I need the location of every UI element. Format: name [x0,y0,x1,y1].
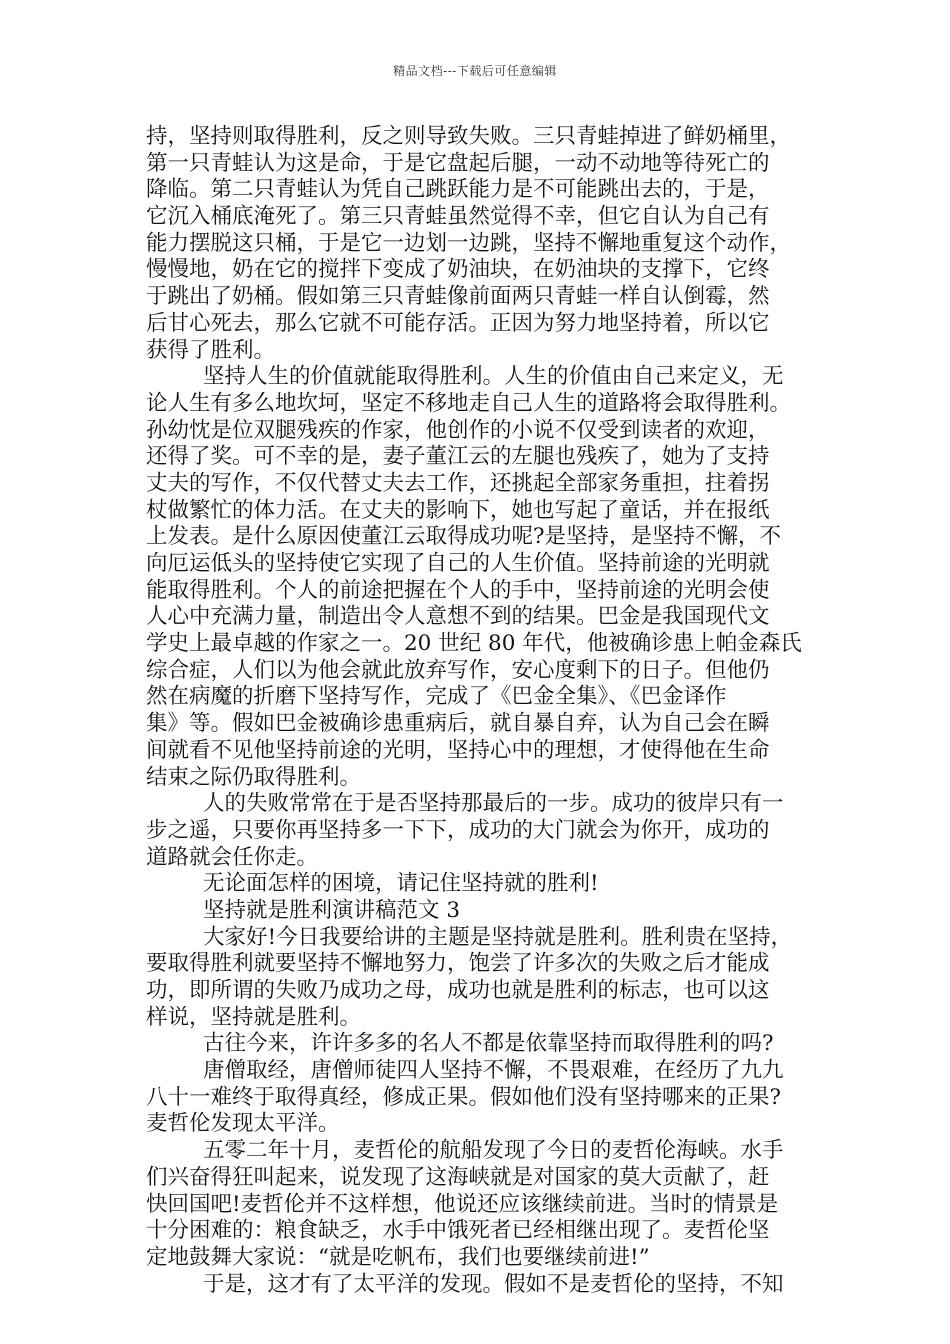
text-line: 功，即所谓的失败乃成功之母，成功也就是胜利的标志，也可以这 [146,978,770,1003]
text-line: 无论面怎样的困境，请记住坚持就的胜利! [203,871,599,897]
text-line: 向厄运低头的坚持使它实现了自己的人生价值。坚持前途的光明就 [146,551,770,576]
text-line: 们兴奋得狂叫起来，说发现了这海峡就是对国家的莫大贡献了，赶 [146,1164,770,1190]
text-line: 五零二年十月，麦哲伦的航船发现了今日的麦哲伦海峡。水手 [203,1138,784,1164]
text-line: 结束之际仍取得胜利。 [146,764,362,790]
text-line: 人的失败常常在于是否坚持那最后的一步。成功的彼岸只有一 [203,791,784,817]
text-line: 杖做繁忙的体力活。在丈夫的影响下，她也写起了童话，并在报纸 [146,497,770,523]
text-line: 慢慢地，奶在它的搅拌下变成了奶油块，在奶油块的支撑下，它终 [146,257,770,283]
text-line: 坚持人生的价值就能取得胜利。人生的价值由自己来定义，无 [203,364,784,390]
text-line: 步之遥，只要你再坚持多一下下，成功的大门就会为你开，成功的 [146,817,770,843]
text-line: 还得了奖。可不幸的是，妻子董江云的左腿也残疾了，她为了支持 [146,444,770,470]
text-line: 于跳出了奶桶。假如第三只青蛙像前面两只青蛙一样自认倒霉，然 [146,284,770,310]
text-line: 样说，坚持就是胜利。 [146,1004,362,1030]
text-line: 八十一难终于取得真经，修成正果。假如他们没有坚持哪来的正果? [146,1084,782,1110]
text-line: 持，坚持则取得胜利，反之则导致失败。三只青蛙掉进了鲜奶桶里， [146,124,792,149]
text-line: 丈夫的写作，不仅代替丈夫去工作，还挑起全部家务重担，拄着拐 [146,470,770,496]
text-line: 古往今来，许许多多的名人不都是依靠坚持而取得胜利的吗? [203,1031,774,1057]
text-line: 唐僧取经，唐僧师徒四人坚持不懈，不畏艰难，在经历了九九 [203,1058,784,1084]
text-line: 集》等。假如巴金被确诊患重病后，就自暴自弃，认为自己会在瞬 [146,711,770,737]
document-body [146,124,826,1298]
text-line: 快回国吧!麦哲伦并不这样想，他说还应该继续前进。当时的情景是 [146,1191,779,1217]
text-line: 综合症，人们以为他会就此放弃写作，安心度剩下的日子。但他仍 [146,657,770,683]
text-line: 十分困难的：粮食缺乏，水手中饿死者已经相继出现了。麦哲伦坚 [146,1218,770,1244]
text-line: 孙幼忱是位双腿残疾的作家，他创作的小说不仅受到读者的欢迎， [146,417,770,443]
text-line: 后甘心死去，那么它就不可能存活。正因为努力地坚持着，所以它 [146,310,770,336]
text-line: 上发表。是什么原因使董江云取得成功呢?是坚持，是坚持不懈，不 [146,524,782,550]
text-line: 大家好!今日我要给讲的主题是坚持就是胜利。胜利贵在坚持， [203,924,793,950]
text-line: 论人生有多么地坎坷，坚定不移地走自己人生的道路将会取得胜利。 [146,390,792,416]
text-line: 道路就会任你走。 [146,844,319,870]
text-line: 降临。第二只青蛙认为凭自己跳跃能力是不可能跳出去的，于是， [146,177,770,203]
text-line: 能取得胜利。个人的前途把握在个人的手中，坚持前途的光明会使 [146,577,770,603]
text-line: 学史上最卓越的作家之一。20 世纪 80 年代，他被确诊患上帕金森氏 [146,631,802,657]
text-line: 定地鼓舞大家说：“就是吃帆布，我们也要继续前进!” [146,1244,650,1270]
page-header: 精品文档---下载后可任意编辑 [393,64,557,78]
text-line: 然在病魔的折磨下坚持写作，完成了《巴金全集》、《巴金译作 [146,684,727,710]
text-line: 能力摆脱这只桶，于是它一边划一边跳，坚持不懈地重复这个动作， [146,230,792,256]
text-line: 坚持就是胜利演讲稿范文 3 [203,897,461,923]
text-line: 人心中充满力量，制造出令人意想不到的结果。巴金是我国现代文 [146,604,770,630]
text-line: 麦哲伦发现太平洋。 [146,1111,340,1137]
text-line: 要取得胜利就要坚持不懈地努力，饱尝了许多次的失败之后才能成 [146,951,770,977]
text-line: 第一只青蛙认为这是命，于是它盘起后腿，一动不动地等待死亡的 [146,150,770,176]
text-line: 于是，这才有了太平洋的发现。假如不是麦哲伦的坚持，不知 [203,1271,784,1297]
text-line: 它沉入桶底淹死了。第三只青蛙虽然觉得不幸，但它自认为自己有 [146,204,770,230]
text-line: 间就看不见他坚持前途的光明，坚持心中的理想，才使得他在生命 [146,737,770,763]
text-line: 获得了胜利。 [146,337,276,363]
